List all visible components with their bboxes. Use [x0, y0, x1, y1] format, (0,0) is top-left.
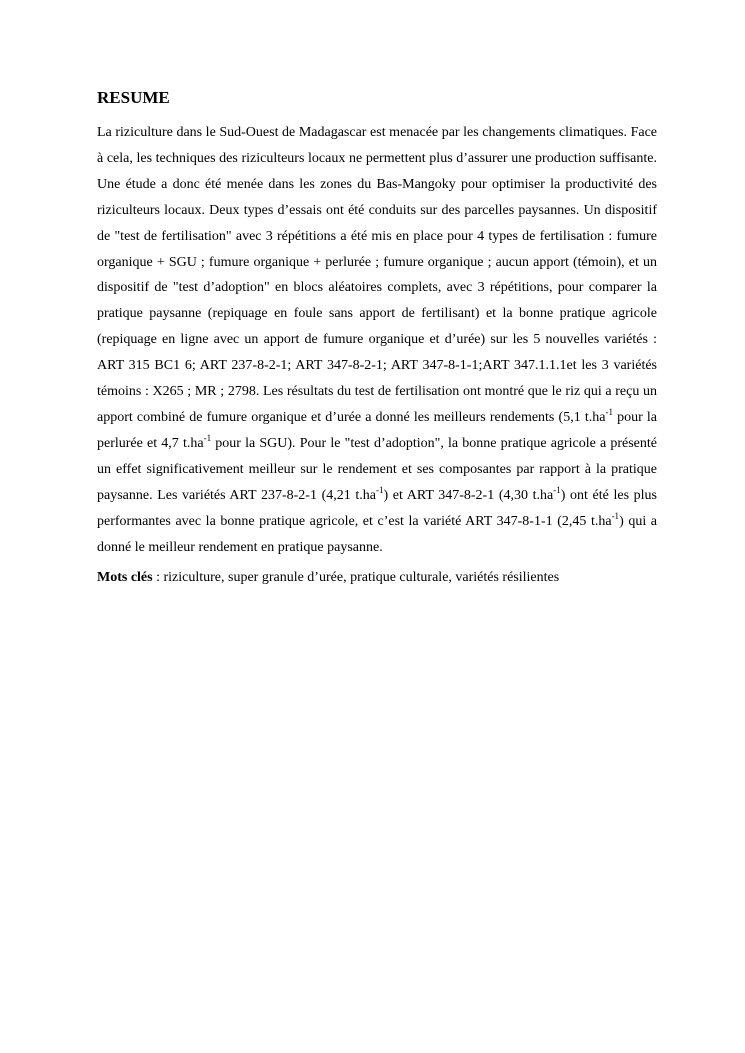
keywords-list: : riziculture, super granule d’urée, pratique culturale, variétés résilientes [152, 570, 560, 586]
keywords-line [97, 568, 657, 588]
unit-exponent: -1 [553, 484, 561, 495]
unit-exponent: -1 [605, 406, 613, 417]
unit-exponent: -1 [203, 432, 212, 443]
abstract-text-1: La riziculture dans le Sud-Ouest de Madagascar est menacée par les changements climatiques. Face à cela, les techniques des riziculteurs locaux ne permettent plus d’assurer une production suffisante. Une étude a donc été menée dans les zones du Bas-Mangoky pour optimiser la productivité des riziculteurs locaux. Deux types d’essais ont été conduits sur des parcelles paysannes. Un dispositif de "test de fertilisation" avec 3 répétitions a été mis en place pour 4 types de fertilisation : fumure organique + SGU ; fumure organique + perlurée ; fumure organique ; aucun apport (témoin), et un dispositif de "test d’adoption" en blocs aléatoires complets, avec 3 répétitions, pour comparer la pratique paysanne (repiquage en foule sans apport de fertilisant) et la bonne pratique agricole (repiquage en ligne avec un apport de fumure organique et d’urée) sur les 5 nouvelles variétés : ART 315 BC1 6; ART 237-8-2-1; ART 347-8-2-1; ART 347-8-1-1;ART 347.1.1.1et les 3 variétés témoins : X265 ; MR ; 2798. Les résultats du test de fertilisation ont montré que le riz qui a reçu un apport combiné de fumure organique et d’urée a donné les meilleurs rendements (5,1 t.ha [97, 125, 657, 425]
unit-exponent: -1 [611, 510, 620, 521]
unit-exponent: -1 [375, 484, 384, 495]
page-title: RESUME [97, 88, 170, 107]
abstract-text-5: ) ont été les plus performantes avec la bonne pratique agricole, et c’est la variété ART 347-8-1-1 (2,45 t.ha [97, 487, 658, 529]
abstract-paragraph [97, 120, 657, 560]
abstract-text-2: pour la perlurée et 4,7 t.ha [97, 409, 658, 451]
document-page [97, 88, 657, 588]
abstract-text-3: pour la SGU). Pour le "test d’adoption", la bonne pratique agricole a présenté un effet significativement meilleur sur le rendement et ses composantes par rapport à la pratique paysanne. Les variétés ART 237-8-2-1 (4,21 t.ha [97, 435, 658, 503]
keywords-label: Mots clés [97, 570, 153, 586]
abstract-text-4: ) et ART 347-8-2-1 (4,30 t.ha [383, 487, 554, 503]
abstract-text-6: ) qui a donné le meilleur rendement en pratique paysanne. [97, 513, 658, 555]
